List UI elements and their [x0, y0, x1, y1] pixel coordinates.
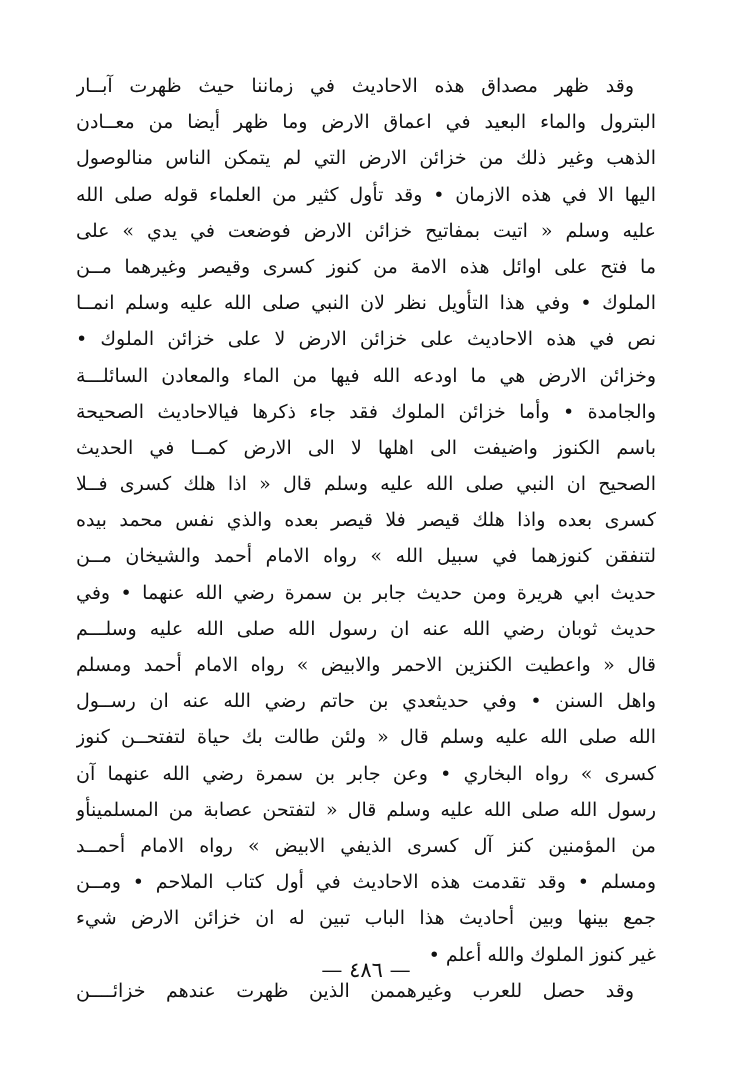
body-text: [76, 68, 656, 1009]
text-line-9: وخزائن الارض هي ما اودعه الله فيها من الماء والمعادن السائلـــة: [76, 364, 656, 387]
text-line-8: نص في هذه الاحاديث على خزائن الارض لا على خزائن الملوك •: [76, 328, 656, 351]
text-line-2: البترول والماء البعيد في اعماق الارض وما ظهر أيضا من معــادن: [76, 111, 656, 134]
text-line-22: من المؤمنين كنز آل كسرى الذيفي الابيض » رواه الامام أحمــد: [76, 834, 656, 857]
text-line-18: واهل السنن • وفي حديثعدي بن حاتم رضي الله عنه ان رســول: [76, 690, 656, 713]
text-line-4: اليها الا في هذه الازمان • وقد تأول كثير من العلماء قوله صلى الله: [76, 183, 656, 206]
text-line-20: كسرى » رواه البخاري • وعن جابر بن سمرة رضي الله عنهما آن: [76, 762, 656, 785]
text-line-11: باسم الكنوز واضيفت الى اهلها لا الى الارض كمــا في الحديث: [76, 436, 656, 459]
text-line-1: وقد ظهر مصداق هذه الاحاديث في زماننا حيث ظهرت آبــار: [76, 75, 634, 97]
text-line-3: الذهب وغير ذلك من خزائن الارض التي لم يتمكن الناس منالوصول: [76, 147, 656, 170]
text-line-19: الله صلى الله عليه وسلم قال « ولئن طالت بك حياة لتفتحــن كنوز: [76, 726, 656, 749]
text-line-14: لتنفقن كنوزهما في سبيل الله » رواه الامام أحمد والشيخان مــن: [76, 545, 656, 568]
page-number: — ٤٨٦ —: [321, 958, 411, 982]
text-line-13: كسرى بعده واذا هلك قيصر فلا قيصر بعده والذي نفس محمد بيده: [76, 509, 656, 532]
text-line-12: الصحيح ان النبي صلى الله عليه وسلم قال « اذا هلك كسرى فــلا: [76, 473, 656, 496]
text-line-17: قال « واعطيت الكنزين الاحمر والابيض » رواه الامام أحمد ومسلم: [76, 654, 656, 676]
text-line-5: عليه وسلم « اتيت بمفاتيح خزائن الارض فوضعت في يدي » على: [76, 219, 656, 242]
text-line-23: ومسلم • وقد تقدمت هذه الاحاديث في أول كتاب الملاحم • ومــن: [76, 871, 656, 894]
text-line-26: وقد حصل للعرب وغيرهممن الذين ظهرت عندهم خزائــــن: [76, 979, 634, 1002]
text-line-15: حديث ابي هريرة ومن حديث جابر بن سمرة رضي الله عنهما • وفي: [76, 581, 656, 604]
text-line-6: ما فتح على اوائل هذه الامة من كنوز كسرى وقيصر وغيرهما مــن: [76, 255, 656, 278]
text-line-24: جمع بينها وبين أحاديث هذا الباب تبين له ان خزائن الارض شيء: [76, 907, 656, 930]
text-line-10: والجامدة • وأما خزائن الملوك فقد جاء ذكرها فيالاحاديث الصحيحة: [76, 400, 656, 423]
text-line-25: غير كنوز الملوك والله أعلم •: [428, 943, 656, 966]
text-line-16: حديث ثوبان رضي الله عنه ان رسول الله صلى الله عليه وسلـــم: [76, 617, 656, 640]
text-line-7: الملوك • وفي هذا التأويل نظر لان النبي صلى الله عليه وسلم انمــا: [76, 292, 656, 315]
text-line-21: رسول الله صلى الله عليه وسلم قال « لتفتحن عصابة من المسلمينأو: [76, 798, 656, 821]
